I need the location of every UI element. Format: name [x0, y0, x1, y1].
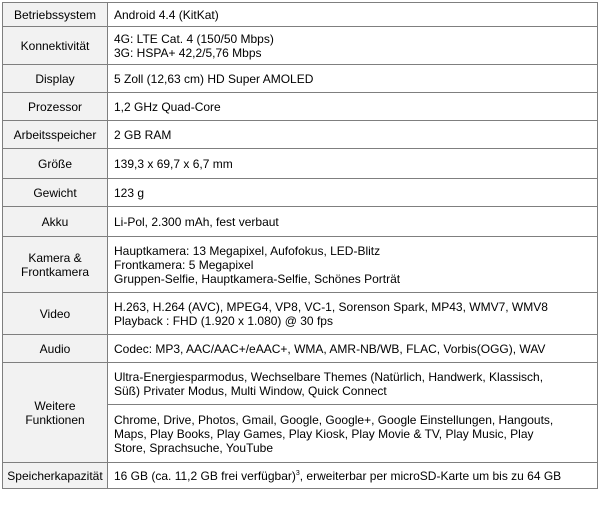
spec-label — [3, 65, 108, 93]
spec-value-line: 5 Zoll (12,63 cm) HD Super AMOLED — [114, 71, 314, 86]
spec-label-line: Video — [39, 306, 71, 321]
spec-row — [3, 3, 598, 27]
spec-value-line: Hauptkamera: 13 Megapixel, Aufofokus, LED-Blitz — [114, 243, 381, 258]
spec-label — [3, 27, 108, 65]
storage-rest-text: , erweiterbar per microSD-Karte um bis zu 64 GB — [299, 468, 562, 483]
spec-row — [3, 121, 598, 149]
spec-value-line: Codec: MP3, AAC/AAC+/eAAC+, WMA, AMR-NB/WB, FLAC, Vorbis(OGG), WAV — [114, 341, 546, 356]
spec-label-line: Akku — [41, 214, 69, 229]
spec-row — [3, 65, 598, 93]
spec-row — [3, 27, 598, 65]
spec-row — [3, 463, 598, 489]
spec-label-line: Betriebssystem — [13, 7, 97, 22]
storage-main-text: 16 GB (ca. 11,2 GB frei verfügbar) — [114, 468, 296, 483]
spec-value — [108, 65, 598, 93]
spec-value-line: 4G: LTE Cat. 4 (150/50 Mbps) — [114, 31, 274, 46]
spec-value-line: Android 4.4 (KitKat) — [114, 7, 219, 22]
spec-row — [3, 363, 598, 405]
spec-value-line: Store, Sprachsuche, YouTube — [114, 440, 273, 455]
spec-value-system-features — [108, 363, 598, 405]
spec-value-google-apps — [108, 405, 598, 463]
spec-label-line: Prozessor — [27, 99, 83, 114]
spec-value-line: 3G: HSPA+ 42,2/5,76 Mbps — [114, 45, 262, 60]
footnote-marker: 3 — [295, 469, 300, 477]
spec-value-line: Playback : FHD (1.920 x 1.080) @ 30 fps — [114, 313, 333, 328]
spec-row — [3, 93, 598, 121]
spec-label — [3, 207, 108, 237]
spec-value — [108, 93, 598, 121]
spec-label: Speicherkapazität — [3, 463, 108, 489]
spec-value — [108, 121, 598, 149]
spec-value — [108, 237, 598, 293]
spec-value-line: 123 g — [114, 185, 145, 200]
spec-value-line: Chrome, Drive, Photos, Gmail, Google, Google+, Google Einstellungen, Hangouts, — [114, 412, 554, 427]
spec-label-line: Display — [35, 71, 75, 86]
spec-value-line: Ultra-Energiesparmodus, Wechselbare Themes (Natürlich, Handwerk, Klassisch, — [114, 369, 544, 384]
spec-table — [2, 2, 598, 489]
spec-label-line: Weitere — [34, 398, 76, 413]
spec-label — [3, 93, 108, 121]
spec-value — [108, 335, 598, 363]
spec-value-line: Li-Pol, 2.300 mAh, fest verbaut — [114, 214, 279, 229]
spec-label — [3, 335, 108, 363]
spec-value-line: Süß) Privater Modus, Multi Window, Quick Connect — [114, 383, 387, 398]
spec-label-line: Größe — [37, 156, 72, 171]
spec-label-line: Gewicht — [33, 185, 77, 200]
spec-value-line: Maps, Play Books, Play Games, Play Kiosk, Play Movie & TV, Play Music, Play — [114, 426, 534, 441]
spec-label-line: Arbeitsspeicher — [13, 127, 97, 142]
spec-value-line: Frontkamera: 5 Megapixel — [114, 257, 254, 272]
spec-label — [3, 3, 108, 27]
spec-label-line: Audio — [39, 341, 71, 356]
spec-label-weitere-funktionen — [3, 363, 108, 463]
spec-row — [3, 293, 598, 335]
spec-label-line: Konnektivität — [20, 38, 90, 53]
spec-row — [3, 179, 598, 207]
spec-label — [3, 121, 108, 149]
spec-label — [3, 237, 108, 293]
spec-value — [108, 179, 598, 207]
spec-value-line: 139,3 x 69,7 x 6,7 mm — [114, 156, 233, 171]
spec-value — [108, 149, 598, 179]
spec-value-line: 2 GB RAM — [114, 127, 172, 142]
spec-row — [3, 237, 598, 293]
spec-value — [108, 207, 598, 237]
spec-label-line: Kamera & — [28, 250, 82, 265]
spec-label — [3, 293, 108, 335]
spec-row — [3, 335, 598, 363]
spec-value-line: H.263, H.264 (AVC), MPEG4, VP8, VC-1, Sorenson Spark, MP43, WMV7, WMV8 — [114, 299, 548, 314]
spec-row — [3, 207, 598, 237]
spec-value — [108, 3, 598, 27]
spec-value-storage — [108, 463, 598, 489]
spec-label — [3, 149, 108, 179]
spec-value-line: Gruppen-Selfie, Hauptkamera-Selfie, Schönes Porträt — [114, 271, 401, 286]
spec-value — [108, 27, 598, 65]
spec-value — [108, 293, 598, 335]
spec-row — [3, 149, 598, 179]
spec-table-body — [3, 3, 598, 489]
spec-value-line: 1,2 GHz Quad-Core — [114, 99, 221, 114]
spec-label — [3, 179, 108, 207]
spec-label-line: Frontkamera — [20, 264, 90, 279]
spec-label-line: Funktionen — [25, 412, 85, 427]
